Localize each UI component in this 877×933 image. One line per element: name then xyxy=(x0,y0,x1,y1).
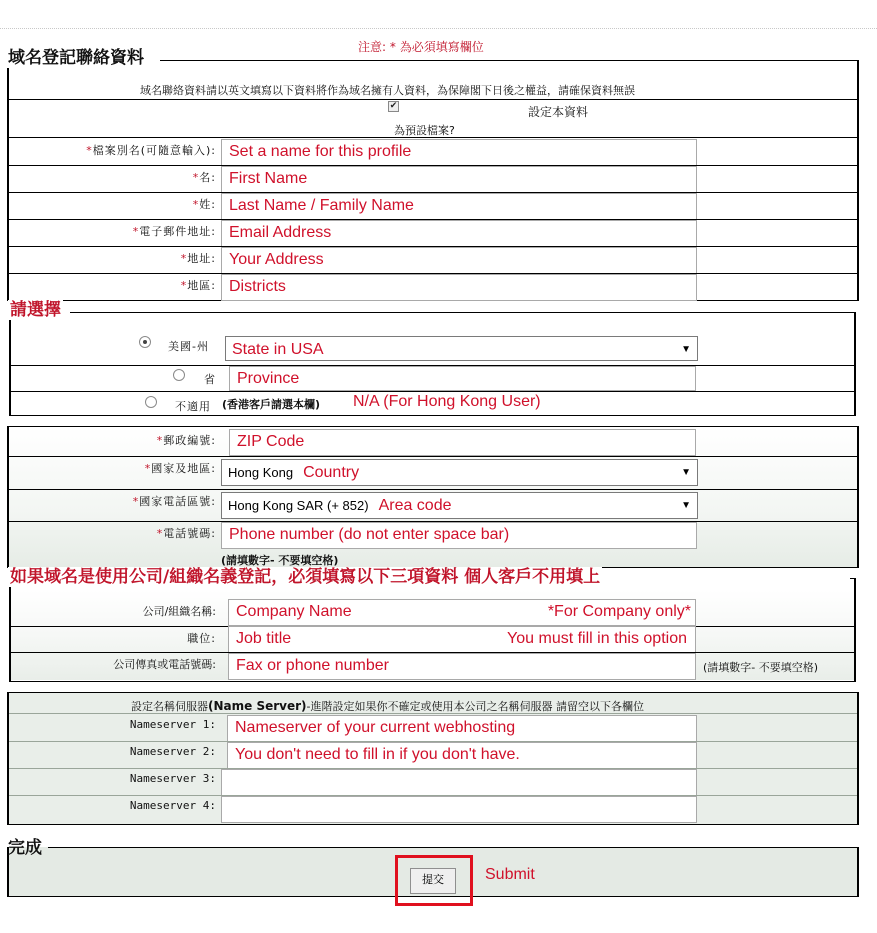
default-profile-label: 設定本資料 xyxy=(528,105,589,119)
us-state-radio[interactable] xyxy=(139,336,151,348)
fax-input[interactable]: Fax or phone number xyxy=(228,653,696,680)
zip-label: *郵政編號: xyxy=(156,434,216,447)
us-state-select[interactable]: State in USA ▼ xyxy=(225,336,698,361)
phone-label: *電話號碼: xyxy=(156,527,216,540)
divider xyxy=(9,713,857,714)
job-title-label: 職位: xyxy=(187,632,216,645)
not-applicable-radio[interactable] xyxy=(145,396,157,408)
company-name-label: 公司/組織名稱: xyxy=(142,605,216,618)
default-profile-checkbox[interactable]: ✔ xyxy=(389,101,398,111)
address-input[interactable]: Your Address xyxy=(221,247,697,274)
fax-note: (請填數字- 不要填空格) xyxy=(703,661,819,674)
country-select[interactable]: Hong Kong Country ▼ xyxy=(221,459,698,486)
divider xyxy=(9,99,857,100)
nameserver-4-input[interactable] xyxy=(221,796,697,823)
profile-name-label: *檔案別名(可隨意輸入): xyxy=(86,144,216,157)
company-only-hint: *For Company only* xyxy=(547,603,691,620)
area-code-label: *國家電話區號: xyxy=(132,495,216,508)
nameserver-2-label: Nameserver 2: xyxy=(129,745,216,758)
submit-highlight-box xyxy=(395,855,473,906)
contact-intro: 域名聯絡資料請以英文填寫以下資料將作為域名擁有人資料，為保障閣下日後之權益，請確保資料無誤 xyxy=(140,84,635,97)
top-divider xyxy=(0,28,877,29)
contact-section-title: 域名登記聯絡資料 xyxy=(8,48,144,68)
fax-label: 公司傳真或電話號碼: xyxy=(113,658,216,671)
region-top-border xyxy=(70,312,856,313)
nameserver-3-label: Nameserver 3: xyxy=(129,772,216,785)
last-name-label: *姓: xyxy=(192,198,216,211)
area-code-select[interactable]: Hong Kong SAR (+ 852) Area code ▼ xyxy=(221,492,698,519)
divider xyxy=(9,137,857,138)
nameserver-4-label: Nameserver 4: xyxy=(129,799,216,812)
first-name-input[interactable]: First Name xyxy=(221,166,697,193)
province-input[interactable]: Province xyxy=(229,366,696,391)
email-input[interactable]: Email Address xyxy=(221,220,697,247)
province-radio[interactable] xyxy=(173,369,185,381)
divider xyxy=(11,391,854,392)
not-applicable-label: 不適用 xyxy=(175,400,211,413)
first-name-label: *名: xyxy=(192,171,216,184)
nameserver-1-input[interactable]: Nameserver of your current webhosting xyxy=(227,715,697,742)
required-notice: 注意: * 為必須填寫欄位 xyxy=(358,40,484,54)
region-section-title: 請選擇 xyxy=(10,300,61,320)
chevron-down-icon: ▼ xyxy=(681,467,691,478)
job-title-hint: You must fill in this option xyxy=(507,630,687,647)
company-name-input[interactable]: Company Name *For Company only* xyxy=(228,599,696,626)
district-input[interactable]: Districts xyxy=(221,274,697,301)
job-title-input[interactable]: Job title You must fill in this option xyxy=(228,626,696,653)
last-name-input[interactable]: Last Name / Family Name xyxy=(221,193,697,220)
nameserver-header: 設定名稱伺服器(Name Server)-進階設定如果你不確定或使用本公司之名稱伺服器 請留空以下各欄位 xyxy=(131,699,644,713)
nameserver-1-label: Nameserver 1: xyxy=(129,718,216,731)
address-label: *地址: xyxy=(180,252,216,265)
phone-input[interactable]: Phone number (do not enter space bar) xyxy=(221,522,697,549)
finish-section-title: 完成 xyxy=(8,838,42,858)
submit-hint: Submit xyxy=(485,866,535,883)
phone-note: (請填數字- 不要填空格) xyxy=(221,554,339,567)
submit-button[interactable]: 提交 xyxy=(410,868,456,894)
not-applicable-hint: N/A (For Hong Kong User) xyxy=(353,393,541,410)
chevron-down-icon: ▼ xyxy=(681,500,691,511)
company-section-title: 如果域名是使用公司/組織名義登記，必須填寫以下三項資料 個人客戶不用填上 xyxy=(10,567,601,587)
country-label: *國家及地區: xyxy=(144,462,216,475)
not-applicable-note: (香港客戶請選本欄) xyxy=(222,398,321,411)
chevron-down-icon: ▼ xyxy=(681,344,691,355)
email-label: *電子郵件地址: xyxy=(132,225,216,238)
us-state-label: 美國-州 xyxy=(168,340,209,353)
nameserver-2-input[interactable]: You don't need to fill in if you don't have. xyxy=(227,742,697,769)
default-profile-label-2: 為預設檔案? xyxy=(394,124,455,137)
finish-top-border xyxy=(48,847,859,848)
zip-input[interactable]: ZIP Code xyxy=(229,429,696,456)
district-label: *地區: xyxy=(180,279,216,292)
profile-name-input[interactable]: Set a name for this profile xyxy=(221,139,697,166)
nameserver-3-input[interactable] xyxy=(221,769,697,796)
contact-top-border xyxy=(160,60,859,61)
divider xyxy=(9,456,857,457)
company-top-border xyxy=(850,578,856,579)
province-label: 省 xyxy=(204,373,215,386)
divider xyxy=(9,489,857,490)
